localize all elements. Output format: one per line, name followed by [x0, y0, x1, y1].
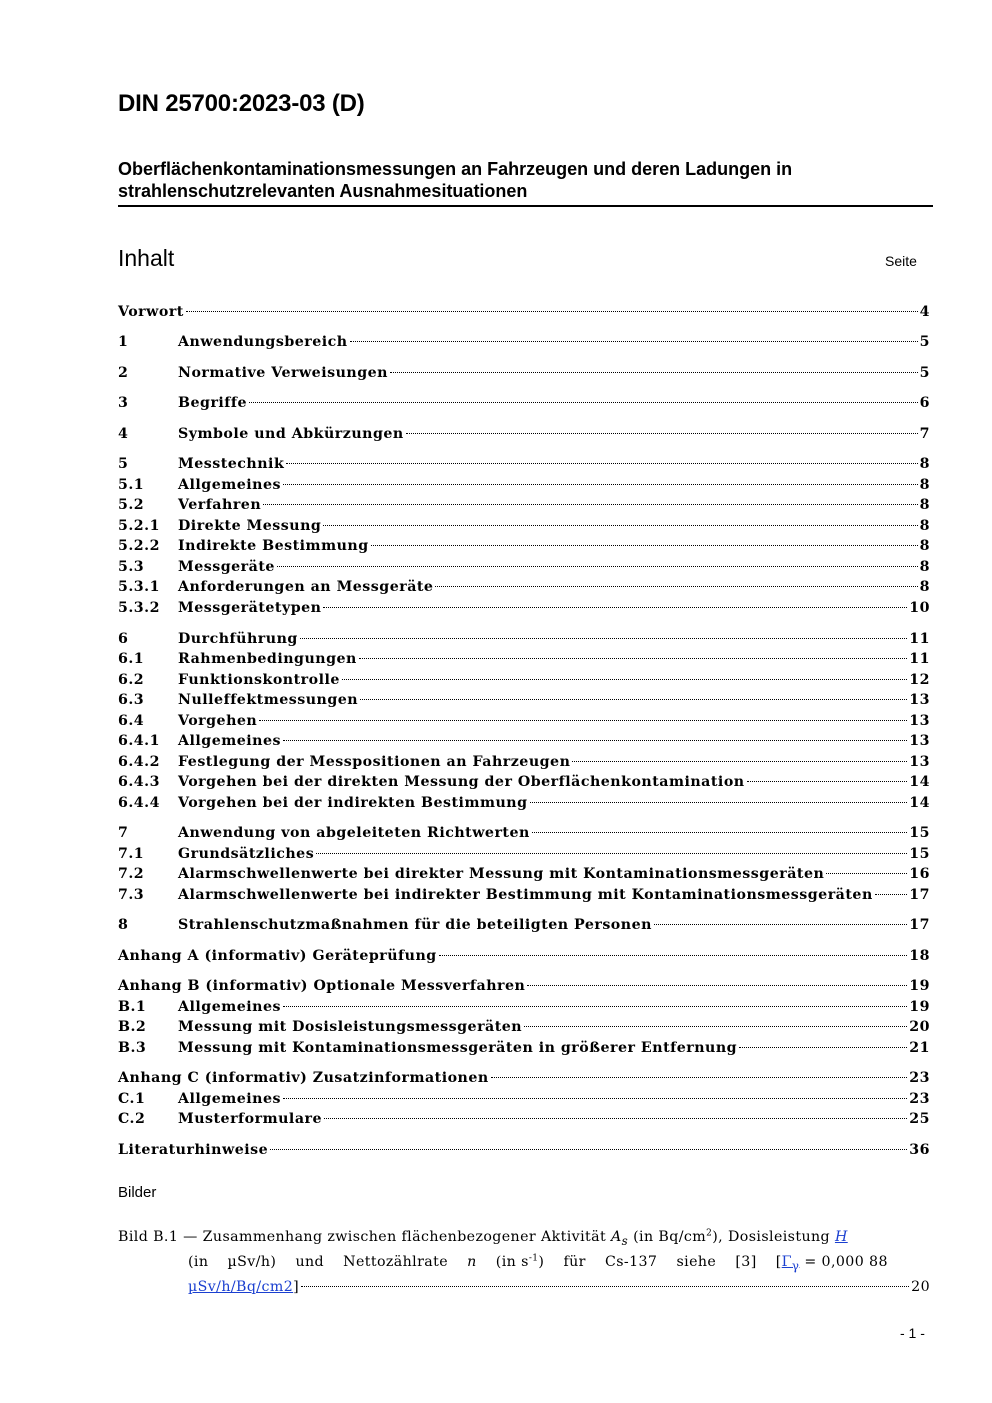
toc-entry-number: 7.2 — [118, 866, 145, 882]
dot-leader — [875, 893, 907, 895]
figure-entry-line-2: (in µSv/h) und Nettozählrate n (in $s^{-1}$) für Cs-137 siehe [3] [$\Gamma_\gamma = 0,000$ 88 — [188, 1253, 888, 1273]
gamma-unit-link[interactable]: µSv/h/Bq/cm2 — [188, 1278, 294, 1295]
toc-entry-label: Anhang B (informativ) Optionale Messverfahren — [118, 978, 526, 994]
toc-entry-page: 8 — [919, 579, 930, 595]
toc-entry-number: 5.2.1 — [118, 518, 160, 534]
toc-entry-label: Alarmschwellenwerte bei direkter Messung mit Kontaminationsmessgeräten — [178, 866, 825, 882]
toc-entry-label: Vorwort — [118, 304, 184, 320]
dot-leader — [532, 831, 907, 833]
toc-entry-page: 8 — [919, 518, 930, 534]
toc-entry-label: Vorgehen bei der direkten Messung der Oberflächenkontamination — [178, 774, 745, 790]
dot-leader — [283, 1097, 907, 1099]
toc-entry-number: 3 — [118, 395, 129, 411]
dot-leader — [350, 340, 918, 342]
toc-entry[interactable] — [118, 424, 930, 444]
toc-entry-label: Musterformulare — [178, 1111, 323, 1127]
toc-entry-number: 6.4 — [118, 713, 145, 729]
toc-entry-number: 8 — [118, 917, 129, 933]
toc-entry-label: Literaturhinweise — [118, 1142, 269, 1158]
dot-leader — [186, 310, 918, 312]
toc-entry[interactable] — [118, 976, 930, 996]
toc-entry[interactable] — [118, 772, 930, 792]
toc-entry[interactable] — [118, 670, 930, 690]
toc-entry[interactable] — [118, 1109, 930, 1129]
toc-entry-number: 5.1 — [118, 477, 145, 493]
toc-entry-label: Durchführung — [178, 631, 298, 647]
toc-entry-page: 5 — [919, 365, 930, 381]
dot-leader — [439, 954, 908, 956]
toc-entry-page: 19 — [909, 999, 930, 1015]
dot-leader — [323, 524, 917, 526]
dot-leader — [530, 801, 908, 803]
dot-leader — [277, 565, 918, 567]
toc-entry-number: C.1 — [118, 1091, 146, 1107]
toc-entry[interactable] — [118, 332, 930, 352]
toc-entry-label: Anforderungen an Messgeräte — [178, 579, 434, 595]
gamma-constant-link[interactable]: $\Gamma_\gamma$ — [781, 1253, 800, 1273]
toc-entry[interactable] — [118, 557, 930, 577]
toc-entry-page: 11 — [909, 651, 930, 667]
toc-entry-page: 36 — [909, 1142, 930, 1158]
toc-entry-number: 5.3.2 — [118, 600, 160, 616]
page-number: - 1 - — [900, 1325, 925, 1341]
dot-leader — [435, 585, 917, 587]
toc-entry[interactable] — [118, 495, 930, 515]
toc-entry-number: 5 — [118, 456, 129, 472]
toc-entry[interactable] — [118, 1089, 930, 1109]
toc-entry-label: Symbole und Abkürzungen — [178, 426, 404, 442]
toc-entry-label: Allgemeines — [178, 1091, 281, 1107]
toc-entry[interactable] — [118, 363, 930, 383]
toc-entry[interactable] — [118, 516, 930, 536]
toc-entry[interactable] — [118, 302, 930, 322]
toc-entry-number: 5.3.1 — [118, 579, 160, 595]
figure-page: 20 — [911, 1278, 930, 1295]
figures-heading: Bilder — [118, 1184, 157, 1201]
toc-entry[interactable] — [118, 793, 930, 813]
toc-entry-page: 17 — [909, 917, 930, 933]
toc-entry-page: 13 — [909, 692, 930, 708]
toc-entry-label: Strahlenschutzmaßnahmen für die beteiligten Personen — [178, 917, 652, 933]
toc-entry[interactable] — [118, 536, 930, 556]
document-id: DIN 25700:2023-03 (D) — [118, 90, 365, 117]
toc-entry-label: Messgeräte — [178, 559, 275, 575]
toc-entry-label: Rahmenbedingungen — [178, 651, 357, 667]
toc-entry-label: Messung mit Kontaminationsmessgeräten in größerer Entfernung — [178, 1040, 738, 1056]
dot-leader — [263, 503, 917, 505]
document-title: Oberflächenkontaminationsmessungen an Fahrzeugen und deren Ladungen in strahlenschutzrelevanten Ausnahmesituationen — [118, 158, 933, 207]
toc-entry[interactable] — [118, 1038, 930, 1058]
dot-leader — [283, 1005, 907, 1007]
toc-entry-page: 8 — [919, 456, 930, 472]
toc-entry-page: 4 — [919, 304, 930, 320]
toc-entry-number: C.2 — [118, 1111, 146, 1127]
dot-leader — [283, 739, 907, 741]
figure-entry-line-3: µSv/h/Bq/cm2 ] 20 — [188, 1277, 930, 1298]
toc-entry-label: Allgemeines — [178, 999, 281, 1015]
toc-entry-number: 6.4.4 — [118, 795, 160, 811]
toc-entry-page: 19 — [909, 978, 930, 994]
toc-entry[interactable] — [118, 915, 930, 935]
toc-page-label: Seite — [885, 253, 917, 269]
toc-entry-page: 20 — [909, 1019, 930, 1035]
dot-leader — [323, 606, 907, 608]
toc-entry-number: B.3 — [118, 1040, 147, 1056]
dot-leader — [572, 760, 907, 762]
toc-entry-page: 14 — [909, 774, 930, 790]
dot-leader — [316, 852, 907, 854]
toc-entry-page: 16 — [909, 866, 930, 882]
toc-entry-number: 2 — [118, 365, 129, 381]
toc-entry[interactable] — [118, 1068, 930, 1088]
toc-entry-label: Begriffe — [178, 395, 248, 411]
toc-entry-page: 18 — [909, 948, 930, 964]
dose-rate-link[interactable]: H — [834, 1229, 848, 1245]
toc-entry-number: 7.1 — [118, 846, 145, 862]
toc-entry-page: 6 — [919, 395, 930, 411]
toc-entry-number: 6.4.3 — [118, 774, 160, 790]
toc-entry-page: 8 — [919, 497, 930, 513]
toc-entry-page: 21 — [909, 1040, 930, 1056]
dot-leader — [342, 678, 907, 680]
toc-entry-page: 12 — [909, 672, 930, 688]
toc-entry-page: 25 — [909, 1111, 930, 1127]
toc-entry[interactable] — [118, 577, 930, 597]
toc-entry[interactable] — [118, 1017, 930, 1037]
toc-entry-page: 15 — [909, 846, 930, 862]
toc-entry-page: 13 — [909, 713, 930, 729]
toc-entry-label: Messgerätetypen — [178, 600, 322, 616]
toc-entry-number: 6.3 — [118, 692, 145, 708]
dot-leader — [654, 923, 907, 925]
toc-entry-number: 1 — [118, 334, 129, 350]
toc-entry[interactable] — [118, 629, 930, 649]
toc-entry-label: Anwendungsbereich — [178, 334, 348, 350]
dot-leader — [270, 1148, 907, 1150]
toc-entry-number: 7 — [118, 825, 129, 841]
toc-entry-number: 5.3 — [118, 559, 145, 575]
dot-leader — [390, 371, 918, 373]
dot-leader — [301, 1285, 909, 1287]
toc-entry[interactable] — [118, 844, 930, 864]
toc-entry[interactable] — [118, 885, 930, 905]
toc-entry[interactable] — [118, 690, 930, 710]
toc-entry-label: Normative Verweisungen — [178, 365, 388, 381]
dot-leader — [286, 462, 917, 464]
toc-entry-number: 5.2.2 — [118, 538, 160, 554]
toc-entry[interactable] — [118, 393, 930, 413]
toc-entry-label: Grundsätzliches — [178, 846, 315, 862]
toc-heading: Inhalt — [118, 245, 175, 271]
toc-entry-number: 4 — [118, 426, 129, 442]
toc-entry[interactable] — [118, 731, 930, 751]
toc-entry[interactable] — [118, 864, 930, 884]
figure-entry-b1[interactable] — [118, 1227, 930, 1298]
toc-entry-label: Nulleffektmessungen — [178, 692, 359, 708]
toc-entry-label: Anhang A (informativ) Geräteprüfung — [118, 948, 437, 964]
dot-leader — [259, 719, 907, 721]
dot-leader — [826, 872, 907, 874]
toc-entry-label: Vorgehen bei der indirekten Bestimmung — [178, 795, 528, 811]
toc-entry[interactable] — [118, 946, 930, 966]
toc-entry-page: 8 — [919, 477, 930, 493]
dot-leader — [747, 780, 908, 782]
toc-entry-page: 5 — [919, 334, 930, 350]
dot-leader — [360, 698, 907, 700]
toc-entry-page: 10 — [909, 600, 930, 616]
toc-entry-page: 17 — [909, 887, 930, 903]
dot-leader — [527, 984, 907, 986]
toc-entry-number: 5.2 — [118, 497, 145, 513]
toc-entry-number: 7.3 — [118, 887, 145, 903]
toc-entry-page: 8 — [919, 559, 930, 575]
dot-leader — [283, 483, 918, 485]
toc-entry[interactable] — [118, 711, 930, 731]
toc-entry[interactable] — [118, 598, 930, 618]
dot-leader — [300, 637, 907, 639]
toc-entry-page: 14 — [909, 795, 930, 811]
toc-entry-label: Alarmschwellenwerte bei indirekter Bestimmung mit Kontaminationsmessgeräten — [178, 887, 873, 903]
dot-leader — [524, 1025, 907, 1027]
toc-entry-number: 6.2 — [118, 672, 145, 688]
toc-entry-label: Allgemeines — [178, 733, 281, 749]
toc-entry-page: 8 — [919, 538, 930, 554]
toc-entry[interactable] — [118, 752, 930, 772]
toc-entry-page: 23 — [909, 1091, 930, 1107]
toc-entry-number: 6.1 — [118, 651, 145, 667]
dot-leader — [324, 1117, 907, 1119]
toc-entry-label: Direkte Messung — [178, 518, 322, 534]
toc-entry-label: Anhang C (informativ) Zusatzinformationen — [118, 1070, 489, 1086]
toc-entry-page: 11 — [909, 631, 930, 647]
toc-entry-label: Festlegung der Messpositionen an Fahrzeugen — [178, 754, 571, 770]
toc-entry-label: Funktionskontrolle — [178, 672, 340, 688]
toc-entry-number: 6 — [118, 631, 129, 647]
toc-entry-number: B.2 — [118, 1019, 147, 1035]
toc-entry[interactable] — [118, 649, 930, 669]
toc-entry[interactable] — [118, 454, 930, 474]
dot-leader — [359, 657, 907, 659]
toc-entry[interactable] — [118, 475, 930, 495]
toc-entry[interactable] — [118, 823, 930, 843]
figure-entry-line-1: Bild B.1 — Zusammenhang zwischen flächenbezogener Aktivität $A_s$ (in $Bq/cm^2$), Dosisleistung H — [118, 1228, 848, 1248]
toc-entry-label: Allgemeines — [178, 477, 281, 493]
toc-entry-page: 13 — [909, 754, 930, 770]
dot-leader — [739, 1046, 907, 1048]
toc-entry-label: Messtechnik — [178, 456, 285, 472]
toc-entry-label: Anwendung von abgeleiteten Richtwerten — [178, 825, 530, 841]
dot-leader — [406, 432, 918, 434]
toc-entry-page: 13 — [909, 733, 930, 749]
toc-entry-label: Messung mit Dosisleistungsmessgeräten — [178, 1019, 523, 1035]
toc-entry-number: 6.4.1 — [118, 733, 160, 749]
toc-entry-page: 7 — [919, 426, 930, 442]
toc-entry-number: B.1 — [118, 999, 147, 1015]
toc-entry-number: 6.4.2 — [118, 754, 160, 770]
toc-entry-label: Vorgehen — [178, 713, 258, 729]
toc-entry-page: 23 — [909, 1070, 930, 1086]
toc-entry-label: Verfahren — [178, 497, 262, 513]
toc-entry[interactable] — [118, 997, 930, 1017]
dot-leader — [491, 1076, 908, 1078]
toc-entry[interactable] — [118, 1140, 930, 1160]
toc-entry-label: Indirekte Bestimmung — [178, 538, 369, 554]
dot-leader — [249, 401, 918, 403]
toc-entry-page: 15 — [909, 825, 930, 841]
dot-leader — [371, 544, 918, 546]
